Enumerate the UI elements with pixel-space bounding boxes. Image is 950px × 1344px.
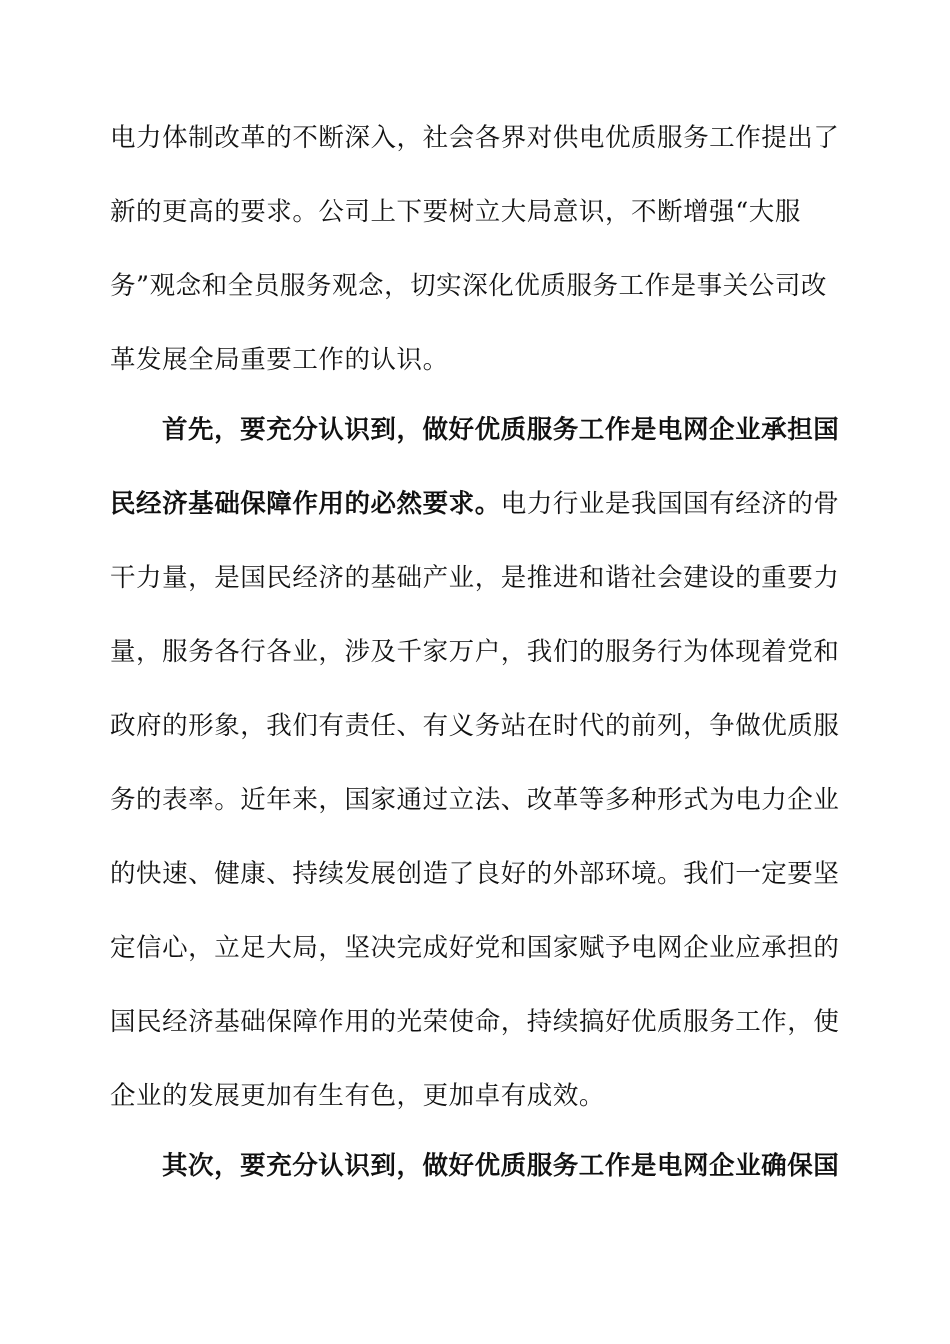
paragraph-2-line-5: 政府的形象，我们有责任、有义务站在时代的前列，争做优质服 xyxy=(110,711,840,741)
paragraph-2-line-4: 量，服务各行各业，涉及千家万户，我们的服务行为体现着党和 xyxy=(110,637,840,667)
paragraph-2-line-1: 首先，要充分认识到，做好优质服务工作是电网企业承担国 xyxy=(162,415,840,445)
paragraph-1-line-3: 务”观念和全员服务观念，切实深化优质服务工作是事关公司改 xyxy=(110,271,827,301)
paragraph-2-line-6: 务的表率。近年来，国家通过立法、改革等多种形式为电力企业 xyxy=(110,785,840,815)
paragraph-1-line-4: 革发展全局重要工作的认识。 xyxy=(110,345,449,375)
paragraph-2-line-8: 定信心，立足大局，坚决完成好党和国家赋予电网企业应承担的 xyxy=(110,933,840,963)
paragraph-2-line-9: 国民经济基础保障作用的光荣使命，持续搞好优质服务工作，使 xyxy=(110,1007,840,1037)
paragraph-2-line-7: 的快速、健康、持续发展创造了良好的外部环境。我们一定要坚 xyxy=(110,859,840,889)
paragraph-1-line-2: 新的更高的要求。公司上下要树立大局意识，不断增强“大服 xyxy=(110,197,801,227)
paragraph-2-line-10: 企业的发展更加有生有色，更加卓有成效。 xyxy=(110,1081,605,1111)
paragraph-3-line-1: 其次，要充分认识到，做好优质服务工作是电网企业确保国 xyxy=(162,1151,840,1181)
paragraph-2-line-2 xyxy=(110,484,840,524)
paragraph-2-line-2-normal: 电力行业是我国国有经济的骨 xyxy=(500,489,840,519)
paragraph-2-line-3: 干力量，是国民经济的基础产业，是推进和谐社会建设的重要力 xyxy=(110,563,840,593)
paragraph-1-line-1: 电力体制改革的不断深入，社会各界对供电优质服务工作提出了 xyxy=(110,123,840,153)
paragraph-2-line-2-bold: 民经济基础保障作用的必然要求。 xyxy=(110,489,501,519)
